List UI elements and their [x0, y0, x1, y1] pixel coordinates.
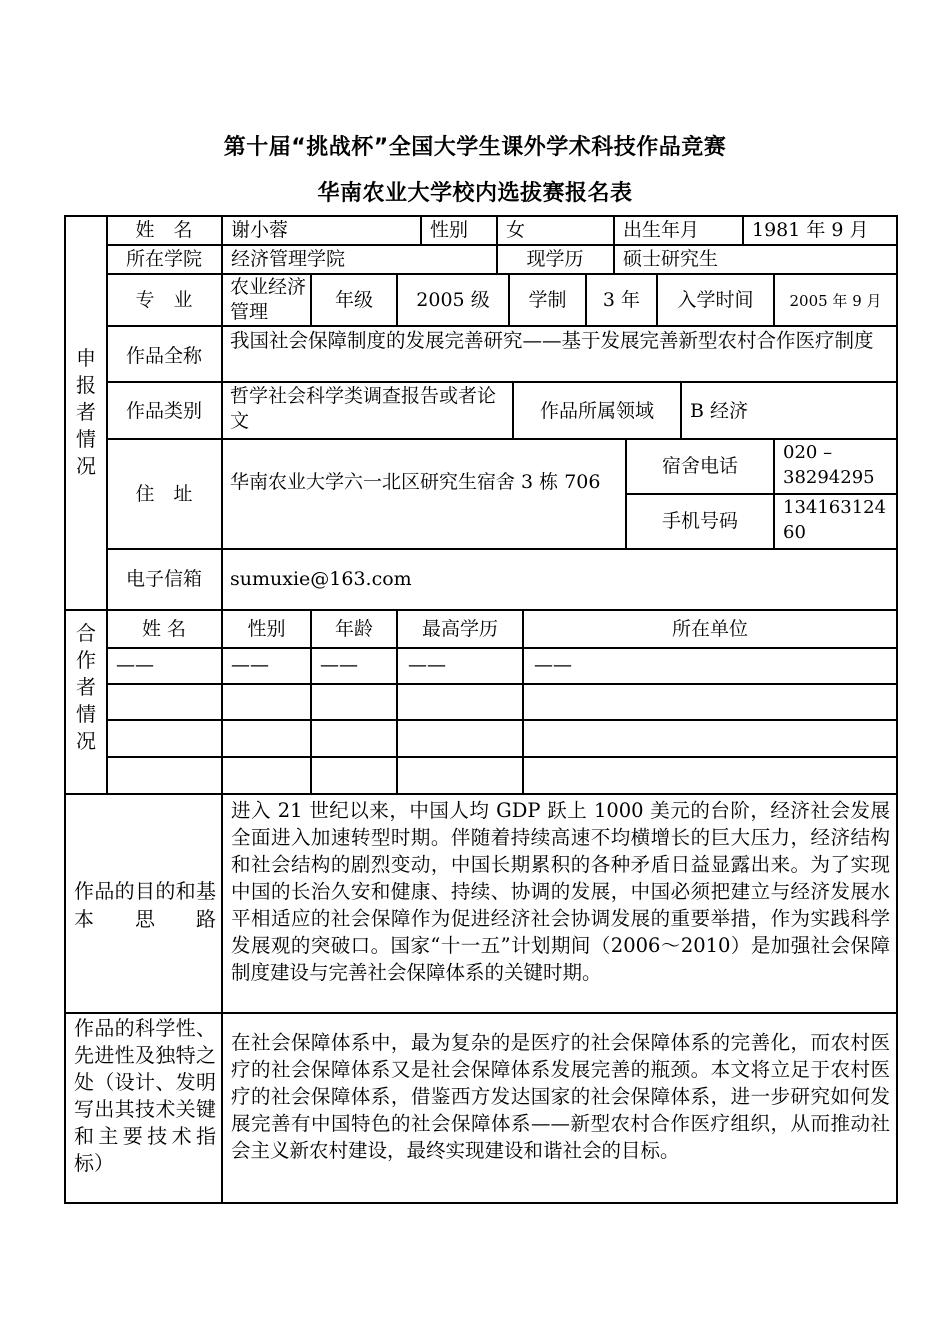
- applicant-birth: 1981 年 9 月: [752, 219, 869, 241]
- dorm-phone: 020 – 38294295: [783, 442, 875, 488]
- applicant-email: sumuxie@163.com: [230, 568, 412, 590]
- applicant-address: 华南农业大学六一北区研究生宿舍 3 栋 706: [230, 471, 601, 493]
- applicant-education: 硕士研究生: [623, 248, 719, 270]
- table-row: ——: [320, 654, 358, 676]
- cooperator-section-label: 合作者情况: [76, 621, 96, 753]
- schooling-label: 学制: [528, 289, 567, 311]
- coop-header-education: 最高学历: [421, 618, 498, 640]
- form-title-line2: 华南农业大学校内选拔赛报名表: [317, 181, 633, 206]
- field-label: 作品所属领域: [539, 400, 654, 422]
- form-title-line1: 第十届“挑战杯”全国大学生课外学术科技作品竞赛: [223, 135, 727, 160]
- purpose-text: 进入 21 世纪以来，中国人均 GDP 跃上 1000 美元的台阶，经济社会发展全面进入加速转型时期。伴随着持续高速不均横增长的巨大压力，经济结构和社会结构的剧烈变动，中国长期累积的各种矛盾日益显露出来。为了实现中国的长治久安和健康、持续、协调的发展，中国必须把建立与经济发展水平相适应的社会保障作为促进经济社会协调发展的重要举措，作为实践科学发展观的突破口。国家“十一五”计划期间（2006～2010）是加强社会保障制度建设与完善社会保障体系的关键时期。: [231, 799, 890, 984]
- features-label: 作品的科学性、先进性及独特之处（设计、发明写出其技术关键和主要技术指标）: [74, 1016, 216, 1175]
- coop-header-name: 姓 名: [141, 618, 187, 640]
- applicant-grade: 2005 级: [416, 289, 490, 311]
- address-label: 住 址: [135, 483, 193, 505]
- dorm-phone-label: 宿舍电话: [661, 455, 738, 477]
- major-label: 专 业: [135, 289, 193, 311]
- education-label: 现学历: [526, 248, 584, 270]
- coop-header-unit: 所在单位: [671, 618, 748, 640]
- applicant-college: 经济管理学院: [231, 248, 346, 270]
- work-type: 哲学社会科学类调查报告或者论文: [230, 385, 497, 432]
- birth-label: 出生年月: [623, 219, 700, 241]
- applicant-section-label: 申报者情况: [76, 346, 96, 478]
- email-label: 电子信箱: [125, 568, 202, 590]
- applicant-gender: 女: [506, 219, 526, 241]
- table-row: ——: [408, 654, 446, 676]
- gender-label: 性别: [430, 219, 469, 241]
- applicant-schooling: 3 年: [602, 289, 641, 311]
- mobile-number: 13416312460: [783, 497, 887, 543]
- mobile-label: 手机号码: [661, 510, 738, 532]
- purpose-label: 作品的目的和基本思路: [74, 879, 216, 931]
- applicant-major: 农业经济管理: [230, 276, 307, 323]
- features-text: 在社会保障体系中，最为复杂的是医疗的社会保障体系的完善化，而农村医疗的社会保障体系又是社会保障体系发展完善的瓶颈。本文将立足于农村医疗的社会保障体系，借鉴西方发达国家的社会保障体系，进一步研究如何发展完善有中国特色的社会保障体系——新型农村合作医疗组织，从而推动社会主义新农村建设，最终实现建设和谐社会的目标。: [231, 1031, 890, 1162]
- grade-label: 年级: [334, 289, 373, 311]
- coop-header-age: 年龄: [334, 618, 373, 640]
- applicant-name: 谢小蓉: [231, 219, 289, 241]
- work-title-label: 作品全称: [125, 345, 202, 367]
- college-label: 所在学院: [125, 248, 202, 270]
- coop-header-gender: 性别: [247, 618, 286, 640]
- work-title: 我国社会保障制度的发展完善研究——基于发展完善新型农村合作医疗制度: [230, 329, 874, 352]
- work-type-label: 作品类别: [125, 400, 202, 422]
- name-label: 姓 名: [135, 219, 193, 241]
- applicant-enroll: 2005 年 9 月: [789, 292, 882, 310]
- table-row: ——: [231, 654, 269, 676]
- table-row: ——: [534, 654, 572, 676]
- table-row: ——: [116, 654, 154, 676]
- work-field: B 经济: [690, 400, 749, 422]
- enroll-label: 入学时间: [677, 289, 754, 311]
